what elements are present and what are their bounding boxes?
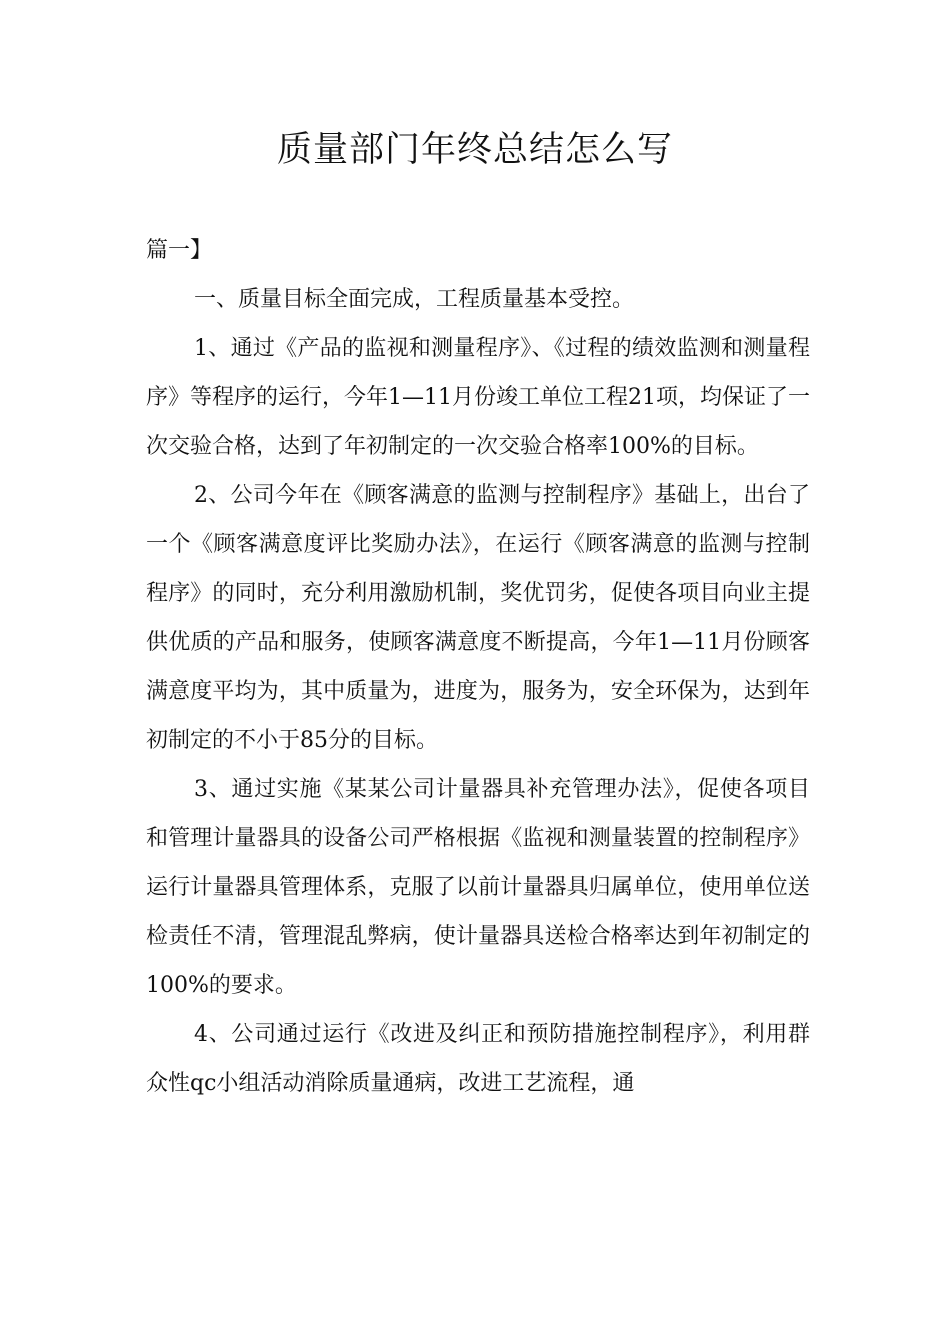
paragraph-item-3: 3、通过实施《某某公司计量器具补充管理办法》，促使各项目和管理计量器具的设备公司严格根据《监视和测量装置的控制程序》运行计量器具管理体系，克服了以前计量器具归属单位，使用单位送检责任不清，管理混乱弊病，使计量器具送检合格率达到年初制定的100%的要求。 [146,777,810,998]
paragraph-item-4: 4、公司通过运行《改进及纠正和预防措施控制程序》，利用群众性qc小组活动消除质量通病，改进工艺流程，通 [146,1022,810,1096]
document-title: 质量部门年终总结怎么写 [276,130,673,170]
paragraph-item-1: 1、通过《产品的监视和测量程序》、《过程的绩效监测和测量程序》等程序的运行，今年1—11月份竣工单位工程21项，均保证了一次交验合格，达到了年初制定的一次交验合格率100%的目标。 [146,336,810,459]
document-body [146,226,810,1108]
paragraph-item-2: 2、公司今年在《顾客满意的监测与控制程序》基础上，出台了一个《顾客满意度评比奖励办法》，在运行《顾客满意的监测与控制程序》的同时，充分利用激励机制，奖优罚劣，促使各项目向业主提供优质的产品和服务，使顾客满意度不断提高，今年1—11月份顾客满意度平均为，其中质量为，进度为，服务为，安全环保为，达到年初制定的不小于85分的目标。 [146,483,810,753]
paragraph-quality-goal: 一、质量目标全面完成，工程质量基本受控。 [194,287,635,312]
section-label: 篇一】 [146,238,213,263]
